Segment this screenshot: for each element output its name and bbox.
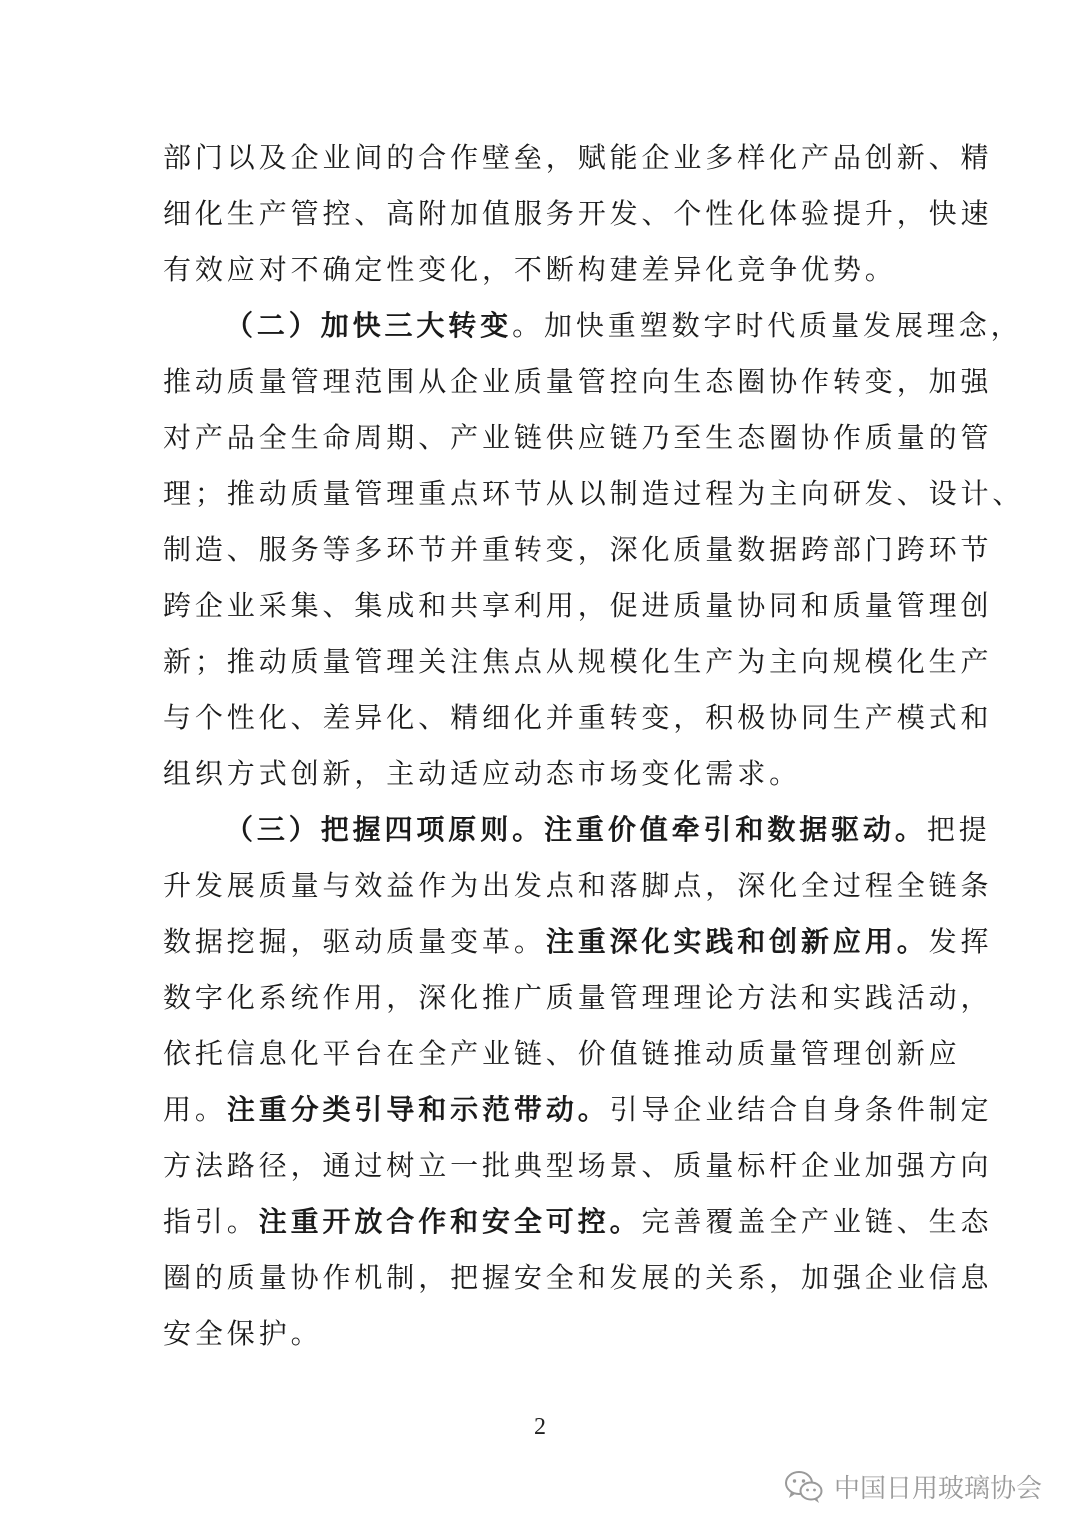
paragraph-line: 与个性化、差异化、精细化并重转变，积极协同生产模式和 <box>163 701 993 734</box>
section-heading-three: （三）把握四项原则。 <box>225 813 545 846</box>
paragraph-text: 。加快重塑数字时代质量发展理念， <box>512 309 1023 342</box>
paragraph-text: 指引。 <box>163 1205 259 1238</box>
principle-heading: 注重开放合作和安全可控。 <box>258 1205 642 1238</box>
paragraph-line <box>163 1082 993 1138</box>
section-heading-two: （二）加快三大转变 <box>225 309 513 342</box>
paragraph-text: 用。 <box>163 1093 227 1126</box>
paragraph-text: 数据挖掘，驱动质量变革。 <box>163 925 546 958</box>
page-number: 2 <box>534 1414 546 1440</box>
watermark-text: 中国日用玻璃协会 <box>833 1474 1042 1504</box>
paragraph-line: 升发展质量与效益作为出发点和落脚点，深化全过程全链条 <box>163 869 993 902</box>
paragraph-line: 新；推动质量管理关注焦点从规模化生产为主向规模化生产 <box>163 645 993 678</box>
paragraph-line: 对产品全生命周期、产业链供应链乃至生态圈协作质量的管 <box>163 421 993 454</box>
body-text <box>163 130 1025 1362</box>
paragraph-line: 数字化系统作用，深化推广质量管理理论方法和实践活动， <box>163 981 993 1014</box>
principle-heading: 注重价值牵引和数据驱动。 <box>544 813 927 846</box>
principle-heading: 注重深化实践和创新应用。 <box>545 925 929 958</box>
paragraph-text: 把提 <box>926 813 991 846</box>
paragraph-line <box>163 298 1023 354</box>
paragraph-line: 推动质量管理范围从企业质量管控向生态圈协作转变，加强 <box>163 365 993 398</box>
paragraph-line: 圈的质量协作机制，把握安全和发展的关系，加强企业信息 <box>163 1261 993 1294</box>
paragraph-line: 理；推动质量管理重点环节从以制造过程为主向研发、设计、 <box>163 477 1025 510</box>
paragraph-line: 跨企业采集、集成和共享利用，促进质量协同和质量管理创 <box>163 589 993 622</box>
paragraph-line <box>163 802 991 858</box>
principle-heading: 注重分类引导和示范带动。 <box>226 1093 610 1126</box>
paragraph-line <box>163 1194 993 1250</box>
paragraph-line: 安全保护。 <box>163 1317 323 1350</box>
paragraph-line: 依托信息化平台在全产业链、价值链推动质量管理创新应 <box>163 1037 961 1070</box>
paragraph-line: 组织方式创新，主动适应动态市场变化需求。 <box>163 757 802 790</box>
wechat-icon <box>784 1470 824 1504</box>
paragraph-text: 完善覆盖全产业链、生态 <box>641 1205 993 1238</box>
paragraph-line: 有效应对不确定性变化，不断构建差异化竞争优势。 <box>163 253 897 286</box>
wechat-watermark <box>784 1468 1042 1505</box>
paragraph-line <box>163 914 993 970</box>
paragraph-text: 发挥 <box>928 925 993 958</box>
paragraph-line: 制造、服务等多环节并重转变，深化质量数据跨部门跨环节 <box>163 533 993 566</box>
paragraph-text: 引导企业结合自身条件制定 <box>609 1093 993 1126</box>
paragraph-line: 部门以及企业间的合作壁垒，赋能企业多样化产品创新、精 <box>163 141 993 174</box>
paragraph-line: 细化生产管控、高附加值服务开发、个性化体验提升，快速 <box>163 197 993 230</box>
paragraph-line: 方法路径，通过树立一批典型场景、质量标杆企业加强方向 <box>163 1149 993 1182</box>
